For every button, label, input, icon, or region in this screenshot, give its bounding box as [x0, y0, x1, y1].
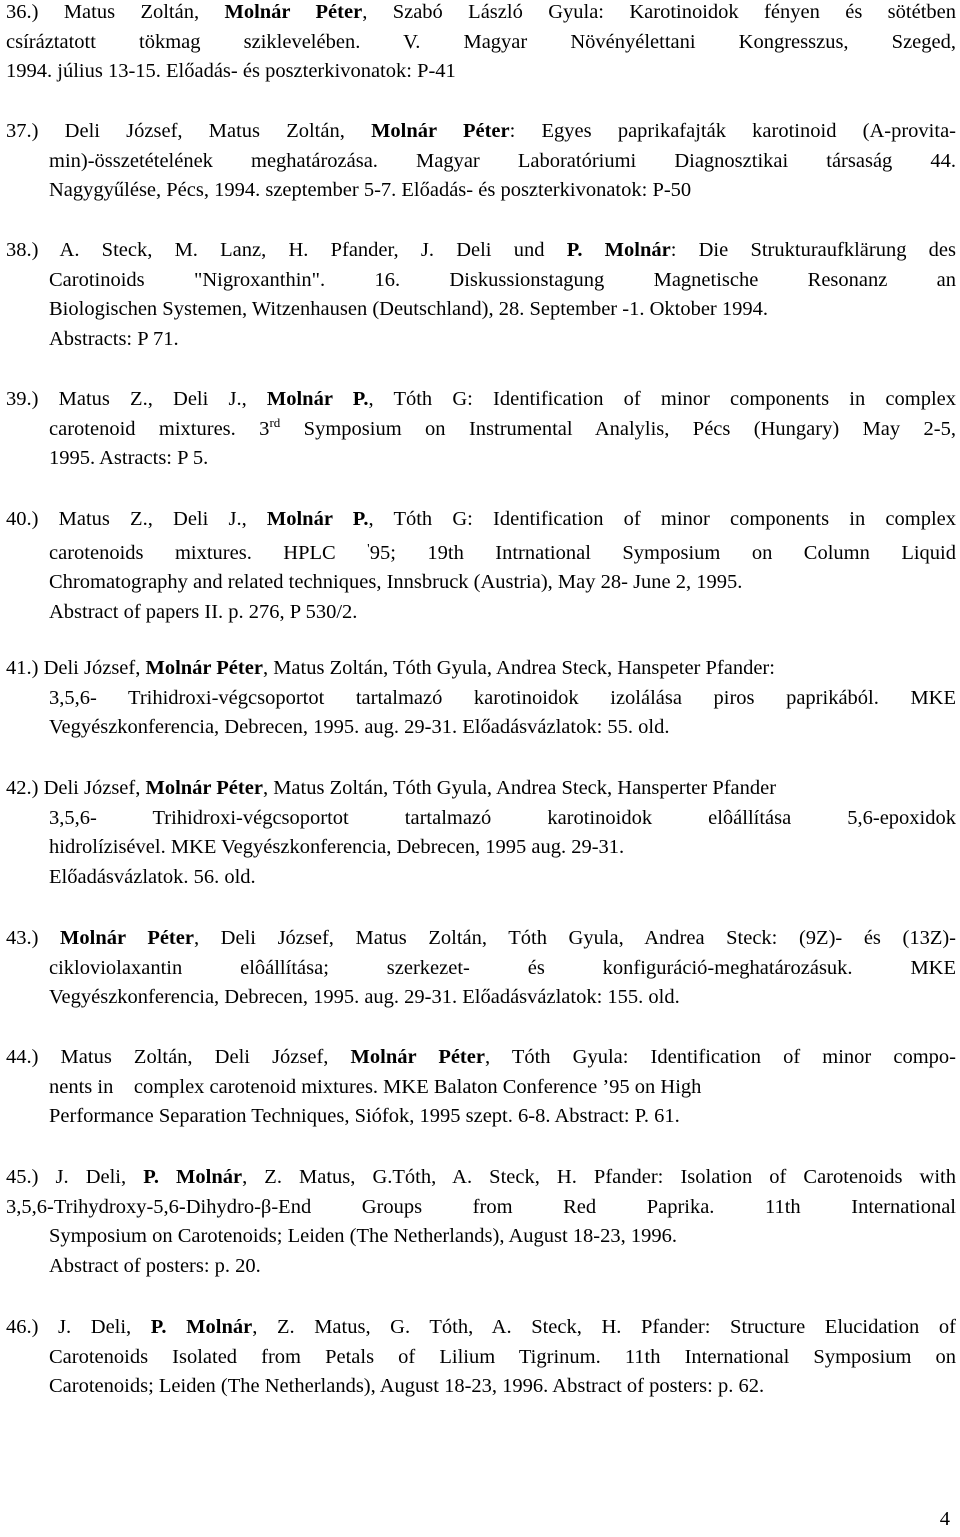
entry-line: csíráztatott tökmag sziklevelében. V. Magyar Növényélettani Kongresszus, Szeged, [6, 30, 956, 53]
entry-line: 3,5,6- Trihidroxi-végcsoportot tartalmazó karotinoidok izolálása piros paprikából. MKE [49, 686, 956, 709]
reference-entry-37 [6, 117, 956, 206]
authors-text: 44.) Matus Zoltán, Deli József, [6, 1046, 351, 1068]
highlighted-author: P. Molnár [143, 1166, 243, 1188]
entry-line: Biologischen Systemen, Witzenhausen (Deutschland), 28. September -1. Oktober 1994. [49, 298, 768, 320]
entry-line [6, 117, 956, 147]
entry-line [6, 924, 956, 954]
title-text: , Tóth Gyula: Identification of minor compo- [484, 1046, 956, 1068]
entry-line: Vegyészkonferencia, Debrecen, 1995. aug. 29-31. Előadásvázlatok: 55. old. [49, 716, 670, 738]
title-text: , Tóth G: Identification of minor components in complex [368, 388, 956, 410]
entry-line: 3,5,6-Trihydroxy-5,6-Dihydro-β-End Groups from Red Paprika. 11th International [6, 1195, 956, 1218]
entry-line: Chromatography and related techniques, Innsbruck (Austria), May 28- June 2, 1995. [49, 571, 743, 593]
entry-line: Vegyészkonferencia, Debrecen, 1995. aug. 29-31. Előadásvázlatok: 155. old. [49, 986, 680, 1008]
reference-entry-42 [6, 774, 956, 892]
entry-line [6, 774, 956, 804]
highlighted-author: P. Molnár [566, 239, 671, 261]
entry-line [6, 1043, 956, 1073]
text-segment: 95; 19th Intrnational Symposium on Column Liquid [369, 541, 956, 564]
entry-line [6, 236, 956, 266]
superscript: rd [269, 414, 281, 430]
entry-line: min)-összetételének meghatározása. Magyar Laboratóriumi Diagnosztikai társaság 44. [49, 149, 956, 172]
entry-line: cikloviolaxantin elôállítása; szerkezet- és konfiguráció-meghatározásuk. MKE [49, 956, 956, 979]
highlighted-author: Molnár Péter [350, 1046, 485, 1068]
authors-text: 45.) J. Deli, [6, 1166, 144, 1188]
authors-text: 38.) A. Steck, M. Lanz, H. Pfander, J. Deli und [6, 239, 567, 261]
highlighted-author: P. Molnár [150, 1316, 253, 1338]
entry-line: Carotinoids "Nigroxanthin". 16. Diskussionstagung Magnetische Resonanz an [49, 268, 956, 291]
entry-line: Előadásvázlatok. 56. old. [49, 865, 256, 888]
title-text: : Die Strukturaufklärung des [670, 239, 956, 261]
entry-line: Carotenoids Isolated from Petals of Lilium Tigrinum. 11th International Symposium on [49, 1345, 956, 1368]
entry-line [6, 385, 956, 415]
reference-entry-46 [6, 1313, 956, 1402]
highlighted-author: Molnár Péter [145, 777, 263, 799]
entry-line [6, 1163, 956, 1193]
entry-line: Abstract of papers II. p. 276, P 530/2. [49, 600, 358, 623]
highlighted-author: Molnár Péter [60, 927, 194, 949]
entry-line [6, 415, 956, 445]
entry-line [6, 1313, 956, 1343]
reference-entry-43 [6, 924, 956, 1013]
entry-line [6, 505, 956, 535]
title-text: , Matus Zoltán, Tóth Gyula, Andrea Steck, Hansperter Pfander [262, 777, 777, 799]
authors-text: 39.) Matus Z., Deli J., [6, 388, 267, 410]
authors-text: 43.) [6, 927, 61, 949]
text-segment: carotenoid mixtures. 3 [49, 417, 270, 440]
highlighted-author: Molnár Péter [371, 120, 510, 142]
entry-line: 3,5,6- Trihidroxi-végcsoportot tartalmazó karotinoidok elôállítása 5,6-epoxidok [49, 806, 956, 829]
authors-text: 36.) Matus Zoltán, [6, 1, 225, 23]
entry-line: Abstracts: P 71. [49, 327, 179, 350]
title-text: , Z. Matus, G.Tóth, A. Steck, H. Pfander: Isolation of Carotenoids with [242, 1166, 957, 1188]
entry-line: Nagygyűlése, Pécs, 1994. szeptember 5-7. Előadás- és poszterkivonatok: P-50 [49, 179, 692, 201]
entry-line: 1994. július 13-15. Előadás- és poszterkivonatok: P-41 [6, 60, 456, 82]
reference-entry-38 [6, 236, 956, 354]
title-text: , Szabó László Gyula: Karotinoidok fényen és sötétben [362, 1, 956, 23]
highlighted-author: Molnár P. [266, 388, 369, 410]
page-number: 4 [939, 1508, 950, 1530]
entry-line: Abstract of posters: p. 20. [49, 1254, 261, 1277]
highlighted-author: Molnár Péter [224, 1, 363, 23]
entry-line [6, 654, 956, 684]
entry-line: nents in complex carotenoid mixtures. MKE Balaton Conference ’95 on High [49, 1075, 702, 1098]
authors-text: 42.) Deli József, [6, 777, 146, 799]
reference-entry-39 [6, 385, 956, 474]
reference-entry-41 [6, 654, 956, 743]
entry-line: hidrolízisével. MKE Vegyészkonferencia, Debrecen, 1995 aug. 29-31. [49, 836, 625, 858]
title-text: , Deli József, Matus Zoltán, Tóth Gyula, Andrea Steck: (9Z)- és (13Z)- [193, 927, 956, 949]
authors-text: 41.) Deli József, [6, 657, 146, 679]
reference-entry-44 [6, 1043, 956, 1132]
entry-line: Symposium on Carotenoids; Leiden (The Netherlands), August 18-23, 1996. [49, 1225, 678, 1247]
entry-line [6, 535, 956, 569]
authors-text: 46.) J. Deli, [6, 1316, 151, 1338]
authors-text: 37.) Deli József, Matus Zoltán, [6, 120, 372, 142]
reference-entry-40 [6, 505, 956, 627]
authors-text: 40.) Matus Z., Deli J., [6, 508, 267, 530]
entry-line: Performance Separation Techniques, Siófok, 1995 szept. 6-8. Abstract: P. 61. [49, 1105, 680, 1127]
title-text: : Egyes paprikafajták karotinoid (A-provita- [509, 120, 957, 142]
entry-line [6, 0, 956, 28]
text-segment: carotenoids mixtures. HPLC [49, 541, 368, 564]
reference-entry-36 [6, 0, 956, 87]
highlighted-author: Molnár P. [266, 508, 369, 530]
apostrophe-mark: ' [367, 541, 370, 557]
title-text: , Z. Matus, G. Tóth, A. Steck, H. Pfander: Structure Elucidation of [252, 1316, 956, 1338]
reference-entry-45 [6, 1163, 956, 1281]
title-text: , Tóth G: Identification of minor components in complex [368, 508, 956, 530]
entry-line: 1995. Astracts: P 5. [49, 447, 209, 469]
title-text: , Matus Zoltán, Tóth Gyula, Andrea Steck, Hanspeter Pfander: [262, 657, 775, 679]
text-segment: Symposium on Instrumental Analylis, Pécs (Hungary) May 2-5, [280, 417, 956, 440]
entry-line: Carotenoids; Leiden (The Netherlands), August 18-23, 1996. Abstract of posters: p. 62. [49, 1375, 765, 1397]
highlighted-author: Molnár Péter [145, 657, 263, 679]
